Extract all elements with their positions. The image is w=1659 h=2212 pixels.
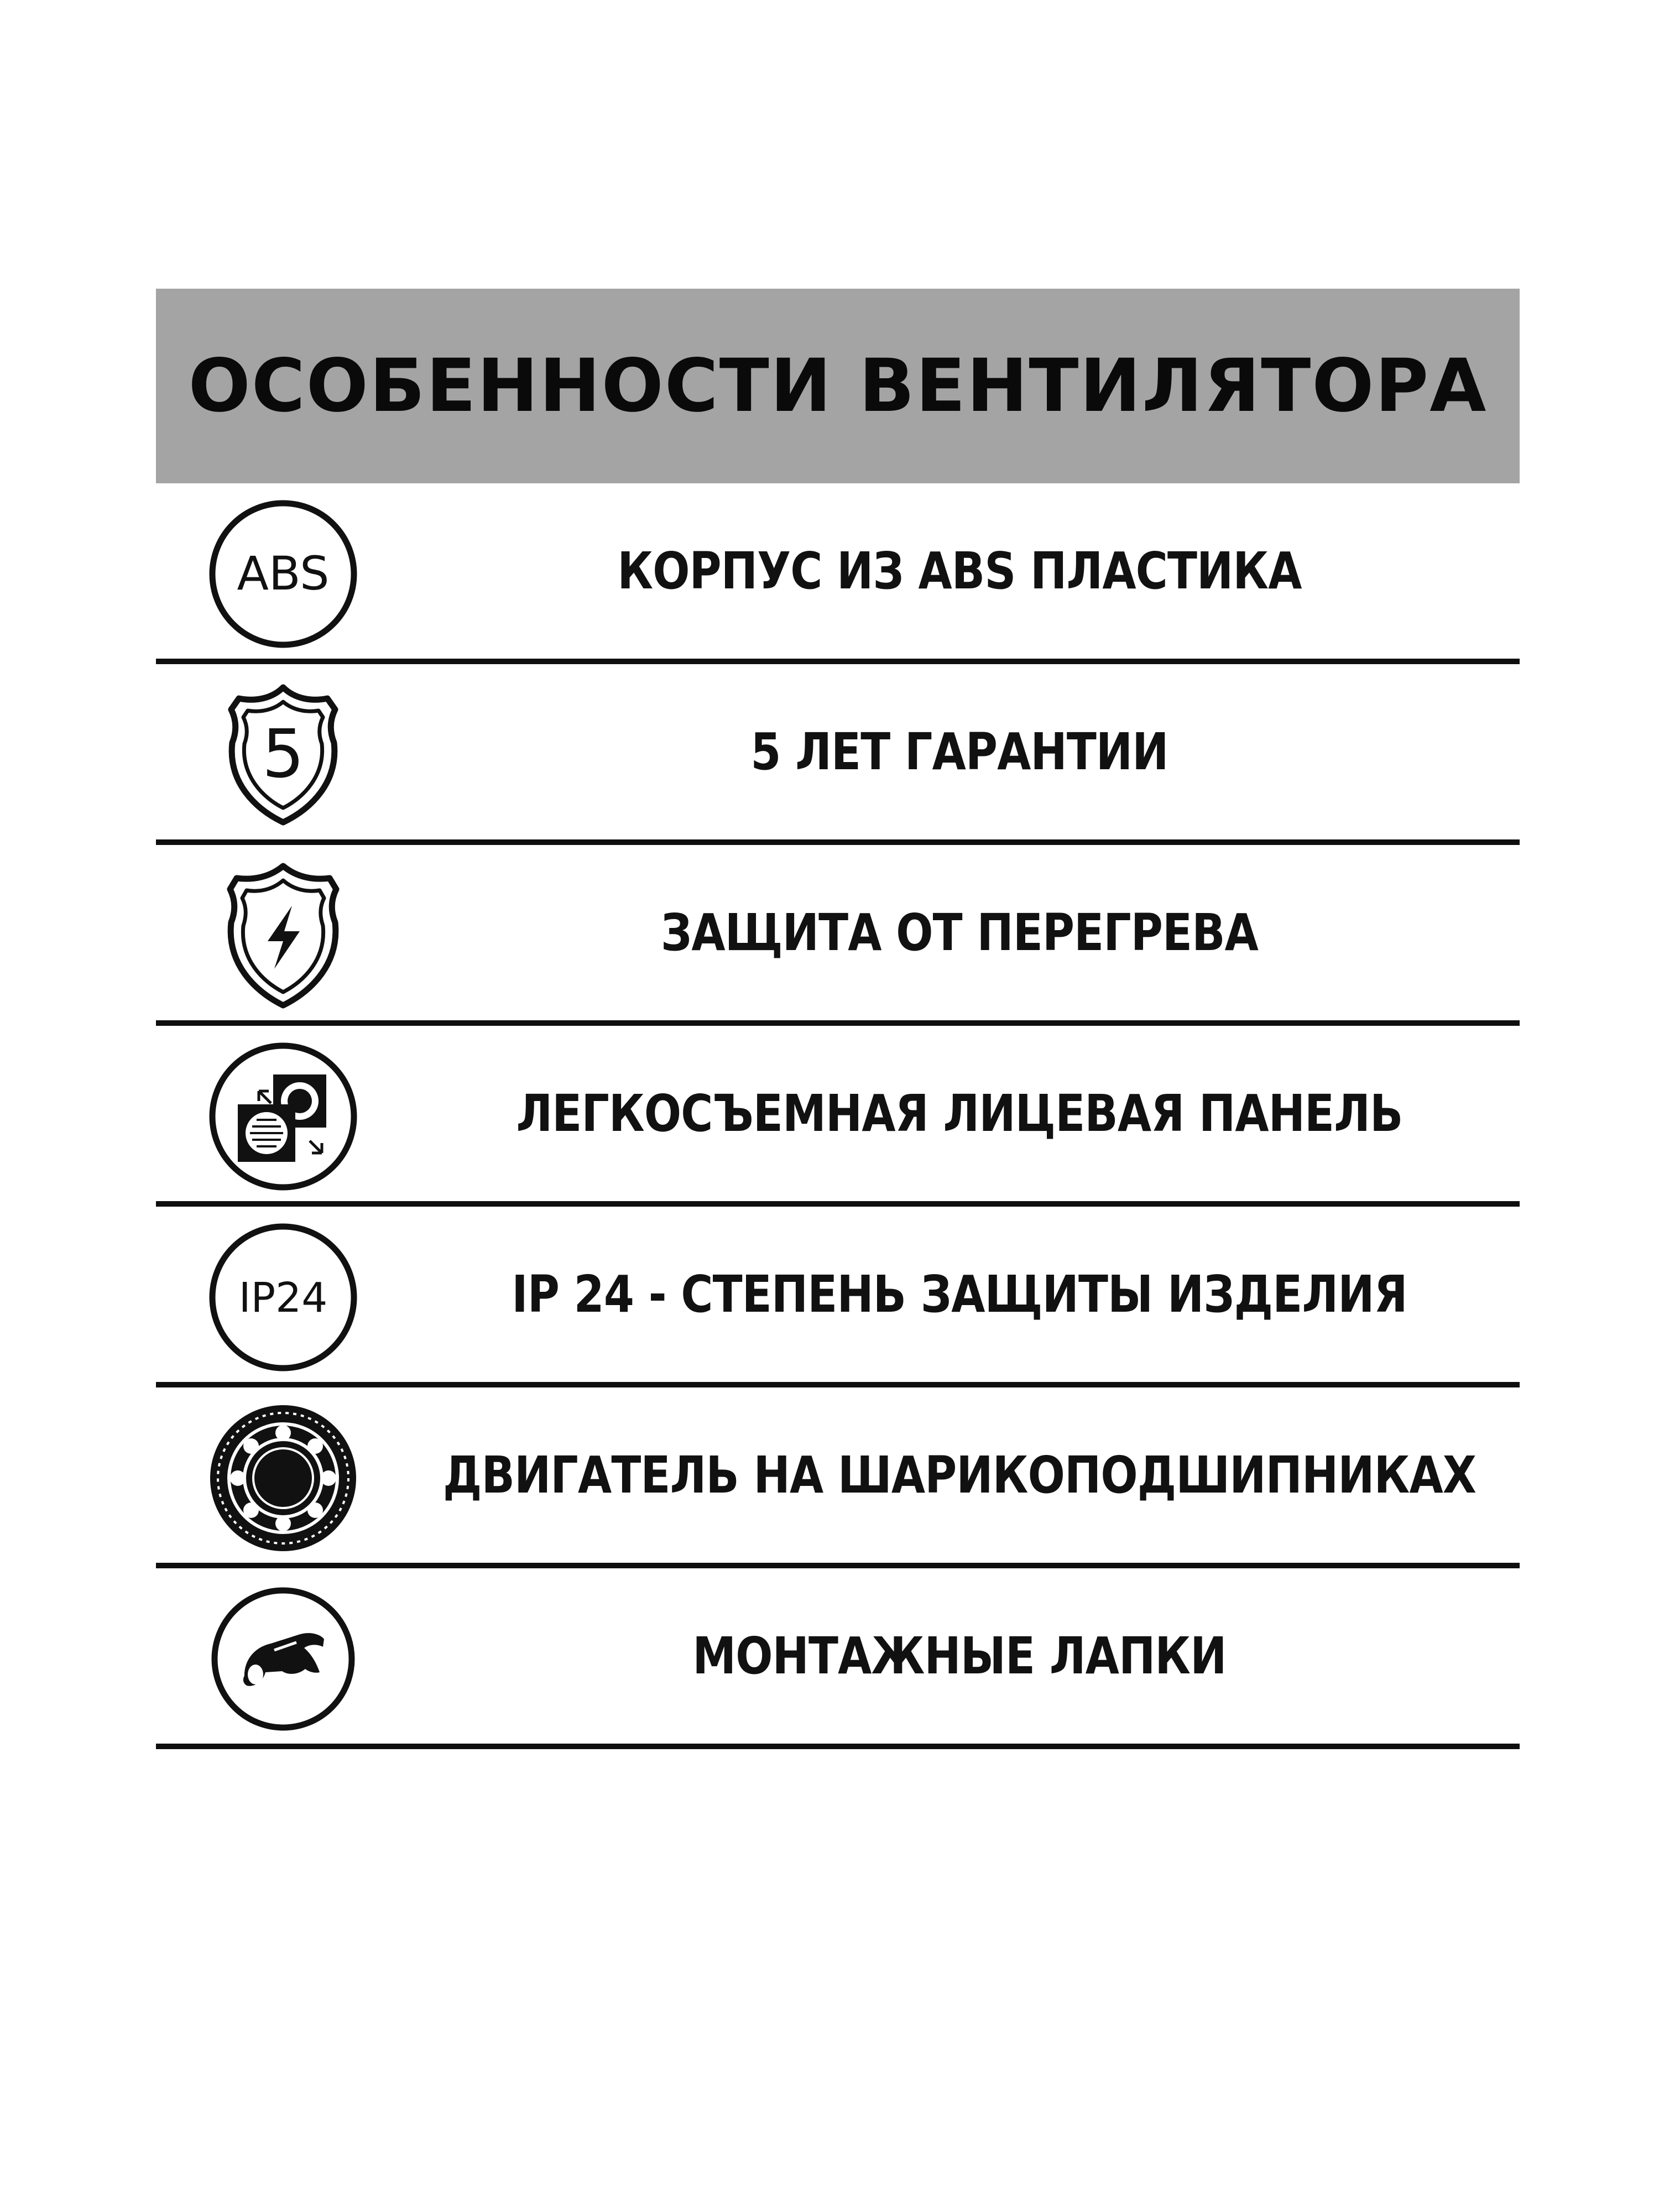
feature-row-panel [156,1026,1520,1207]
feature-label: ЗАЩИТА ОТ ПЕРЕГРЕВА [660,903,1259,962]
ball-bearing-icon [206,1401,361,1556]
removable-panel-icon [206,1039,361,1194]
feature-row-mounting [156,1568,1520,1749]
abs-circle-icon [206,497,361,651]
mounting-bracket-icon [206,1582,361,1736]
five-icon-text: 5 [262,716,305,793]
ip24-icon-text: IP24 [238,1274,328,1322]
feature-label: ЛЕГКОСЪЕМНАЯ ЛИЦЕВАЯ ПАНЕЛЬ [516,1084,1403,1143]
feature-row-ip24 [156,1207,1520,1387]
feature-label: КОРПУС ИЗ ABS ПЛАСТИКА [617,541,1302,601]
feature-row-abs [156,483,1520,664]
abs-icon-text: ABS [237,546,330,601]
feature-list [156,483,1520,1749]
header-bar [156,289,1520,483]
feature-label: IP 24 - СТЕПЕНЬ ЗАЩИТЫ ИЗДЕЛИЯ [512,1265,1407,1324]
feature-row-overheat [156,845,1520,1026]
shield-lightning-icon [206,858,361,1013]
feature-label: 5 ЛЕТ ГАРАНТИИ [750,722,1168,781]
ip24-circle-icon [206,1220,361,1375]
shield-five-icon [206,677,361,832]
feature-label: МОНТАЖНЫЕ ЛАПКИ [692,1626,1227,1686]
feature-label: ДВИГАТЕЛЬ НА ШАРИКОПОДШИПНИКАХ [443,1446,1477,1505]
page-title: ОСОБЕННОСТИ ВЕНТИЛЯТОРА [188,343,1488,429]
feature-row-bearing [156,1387,1520,1568]
features-panel [156,289,1520,1749]
feature-row-warranty [156,664,1520,845]
